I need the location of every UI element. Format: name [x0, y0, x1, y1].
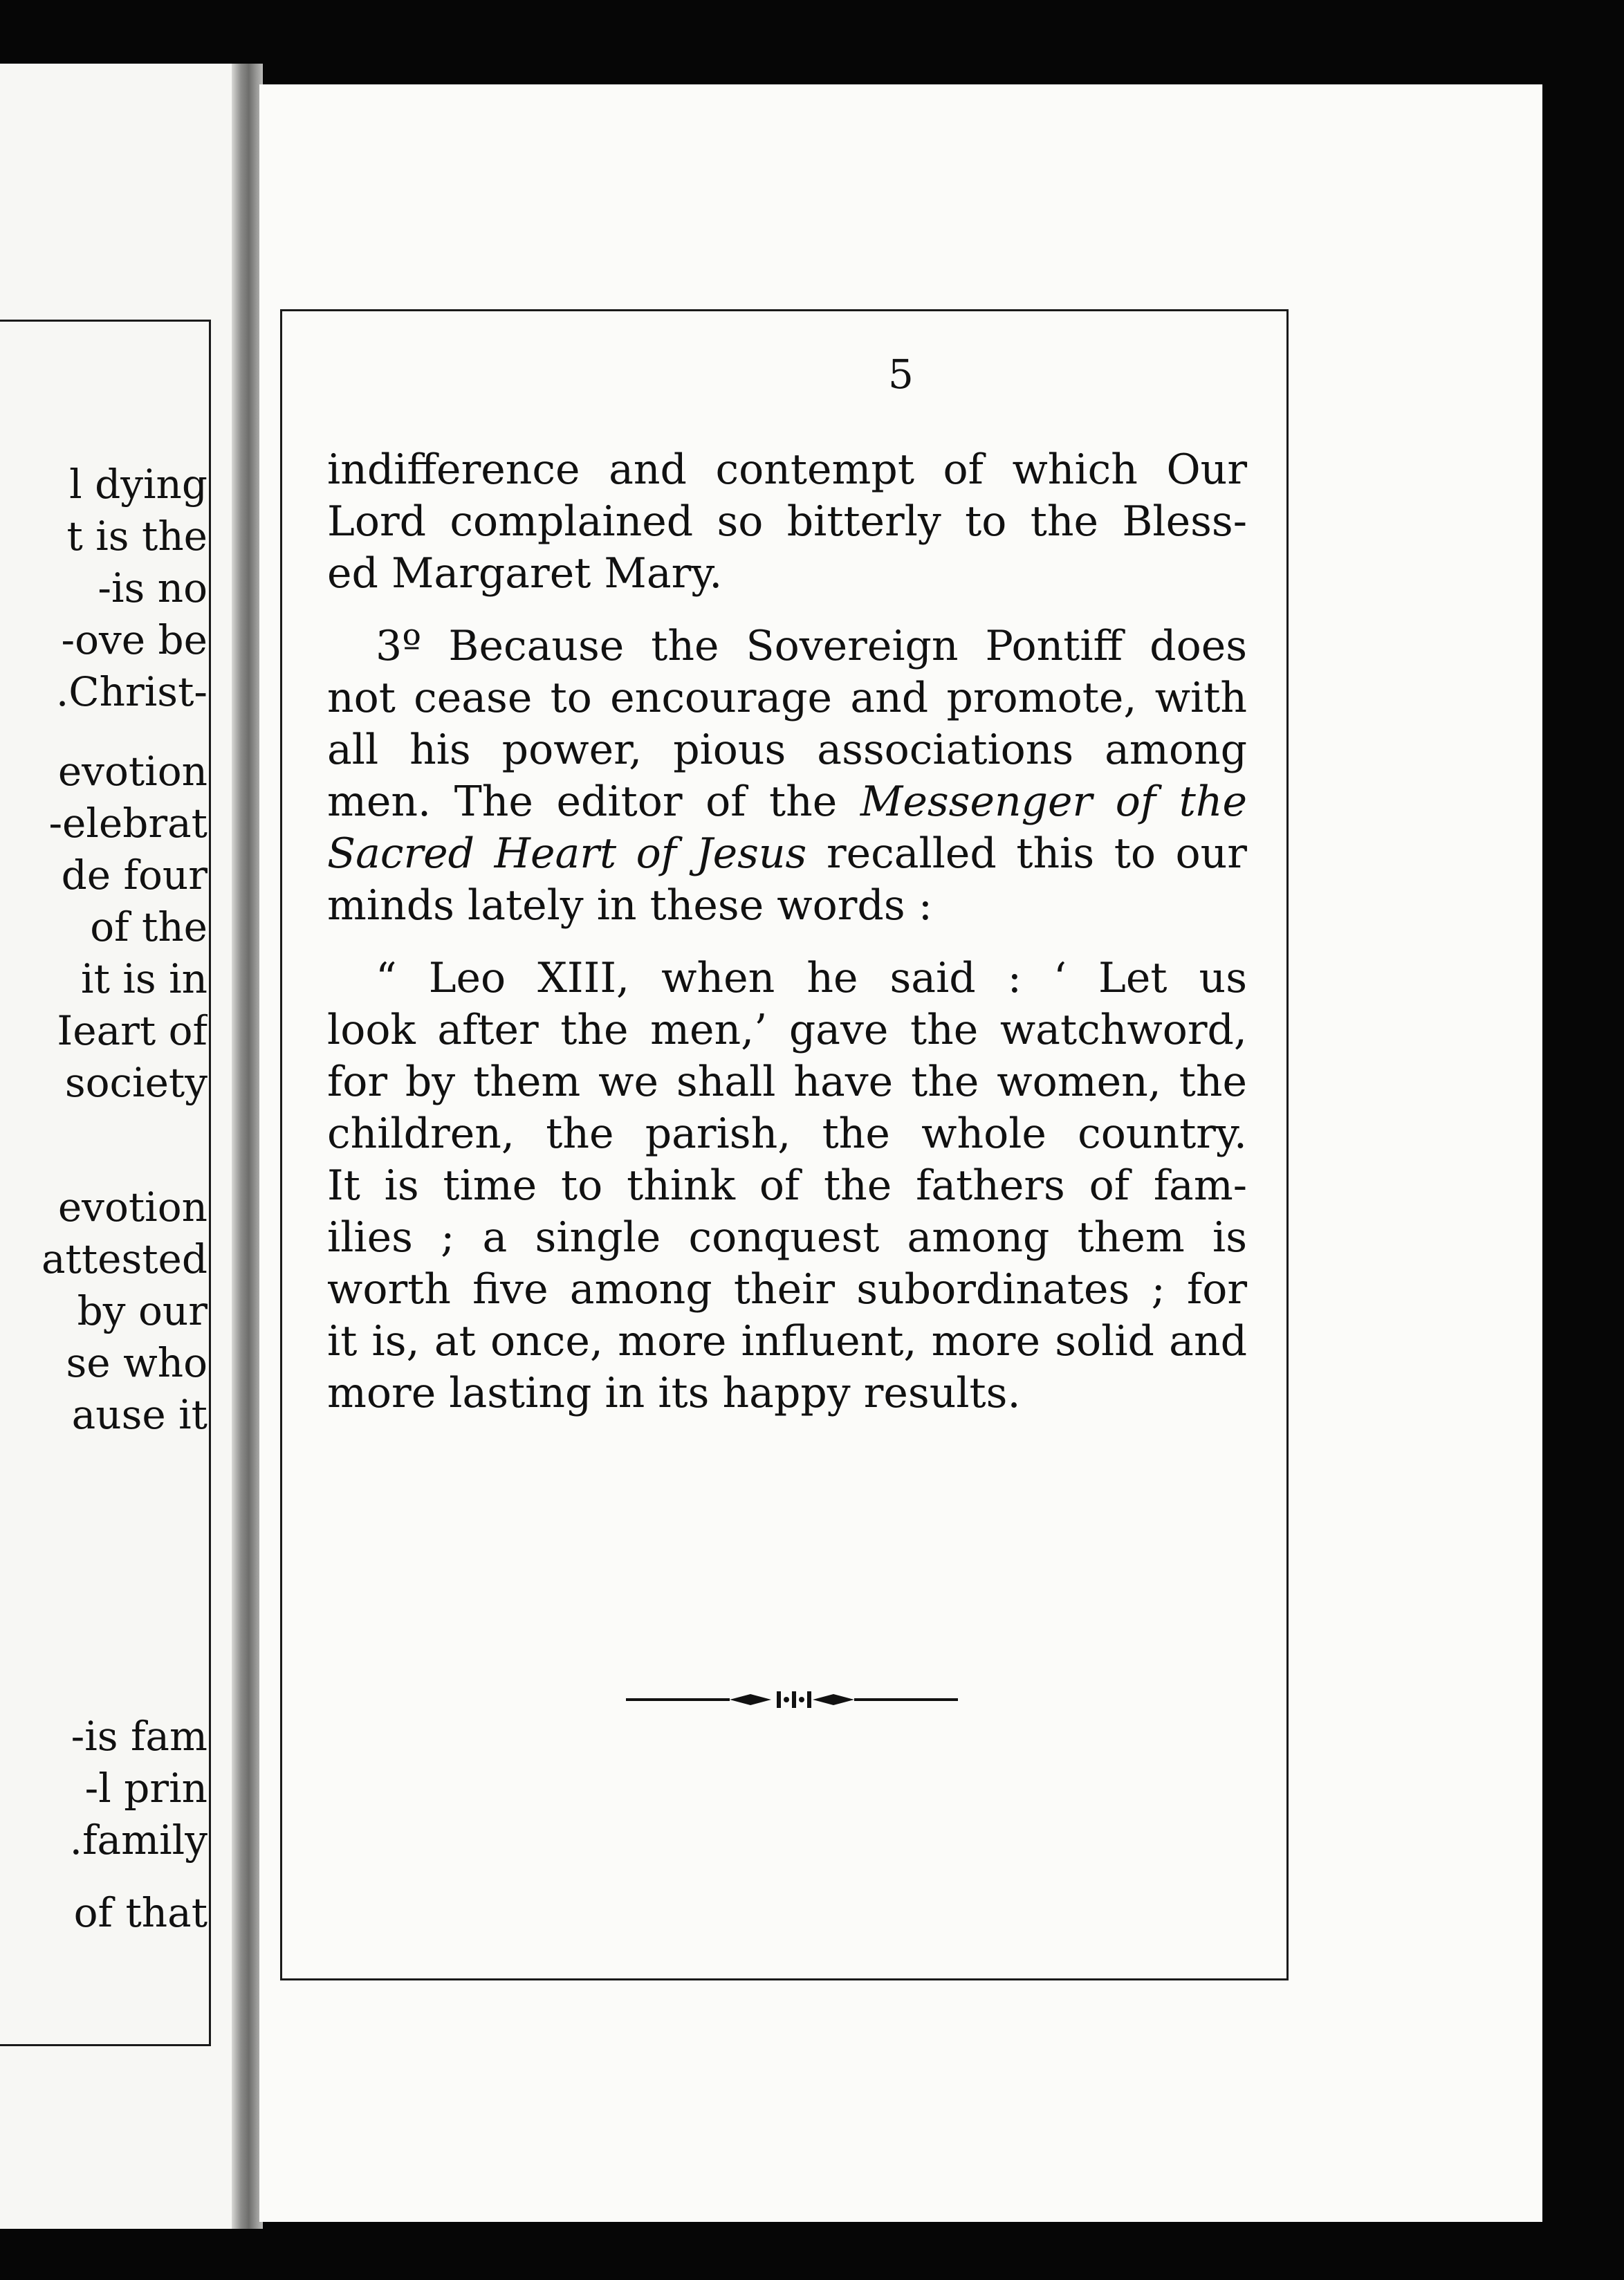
facing-page-fragment: l prin-	[84, 1765, 207, 1811]
quote-line: “ Leo XIII, when he said : ‘ Let us	[376, 954, 1247, 1002]
facing-page-fragment: of the	[90, 904, 207, 950]
facing-page-fragment: is no-	[98, 565, 207, 611]
text-line: Lord complained so bitterly to the Bless-	[327, 497, 1247, 546]
quote-line: for by them we shall have the women, the	[327, 1058, 1247, 1106]
book-gutter	[232, 64, 263, 2229]
facing-page-fragment: -Christ.	[55, 669, 207, 715]
quote-line: It is time to think of the fathers of fam-	[327, 1161, 1247, 1210]
facing-page-fragment: elebrat-	[48, 800, 207, 846]
text-line: indifference and contempt of which Our	[327, 445, 1247, 494]
quote-line: worth five among their subordinates ; for	[327, 1265, 1247, 1314]
facing-page-fragment: l dying	[69, 461, 207, 507]
quote-line: look after the men,’ gave the watchword,	[327, 1006, 1247, 1054]
facing-page-fragment: family.	[69, 1817, 207, 1863]
facing-page-fragment: evotion	[57, 748, 207, 794]
text-line: 3º Because the Sovereign Pontiff does	[376, 622, 1247, 670]
quote-line: more lasting in its happy results.	[327, 1369, 1021, 1417]
text-line: not cease to encourage and promote, with	[327, 674, 1247, 722]
facing-page	[0, 64, 242, 2229]
facing-page-fragment: is fam-	[71, 1713, 207, 1759]
text-line: ed Margaret Mary.	[327, 549, 723, 598]
text-line: minds lately in these words :	[327, 881, 932, 930]
facing-page-fragment: evotion	[57, 1184, 207, 1230]
italic-title-part: Messenger of the	[860, 778, 1247, 826]
decorative-rule-ornament	[626, 1686, 958, 1713]
facing-page-fragment: it is in	[81, 956, 207, 1002]
facing-page-fragment: t is the	[66, 513, 207, 559]
facing-page-fragment: Ieart of	[57, 1008, 207, 1054]
facing-page-fragment: ove be-	[61, 617, 207, 663]
quote-line: it is, at once, more influent, more solid and	[327, 1317, 1247, 1366]
text-line	[327, 776, 1247, 828]
quote-line: ilies ; a single conquest among them is	[327, 1213, 1247, 1262]
facing-page-fragment: by our	[77, 1288, 207, 1334]
facing-page-fragment: ause it	[71, 1392, 207, 1437]
body-text	[327, 444, 1247, 1419]
facing-page-fragment: se who	[66, 1340, 207, 1386]
facing-page-fragment: attested	[41, 1236, 207, 1282]
facing-page-fragment: society	[64, 1060, 207, 1105]
page-number: 5	[888, 351, 914, 398]
book-page	[259, 84, 1542, 2222]
quote-line: children, the parish, the whole country.	[327, 1110, 1247, 1158]
italic-title-part: Sacred Heart of Jesus	[327, 829, 807, 878]
text-line: all his power, pious associations among	[327, 726, 1247, 774]
text-segment: recalled this to our	[826, 829, 1247, 878]
text-segment: men. The editor of the	[327, 778, 838, 826]
facing-page-fragment: de four	[61, 852, 207, 898]
text-line	[327, 828, 1247, 880]
facing-page-fragment: of that	[73, 1890, 207, 1936]
